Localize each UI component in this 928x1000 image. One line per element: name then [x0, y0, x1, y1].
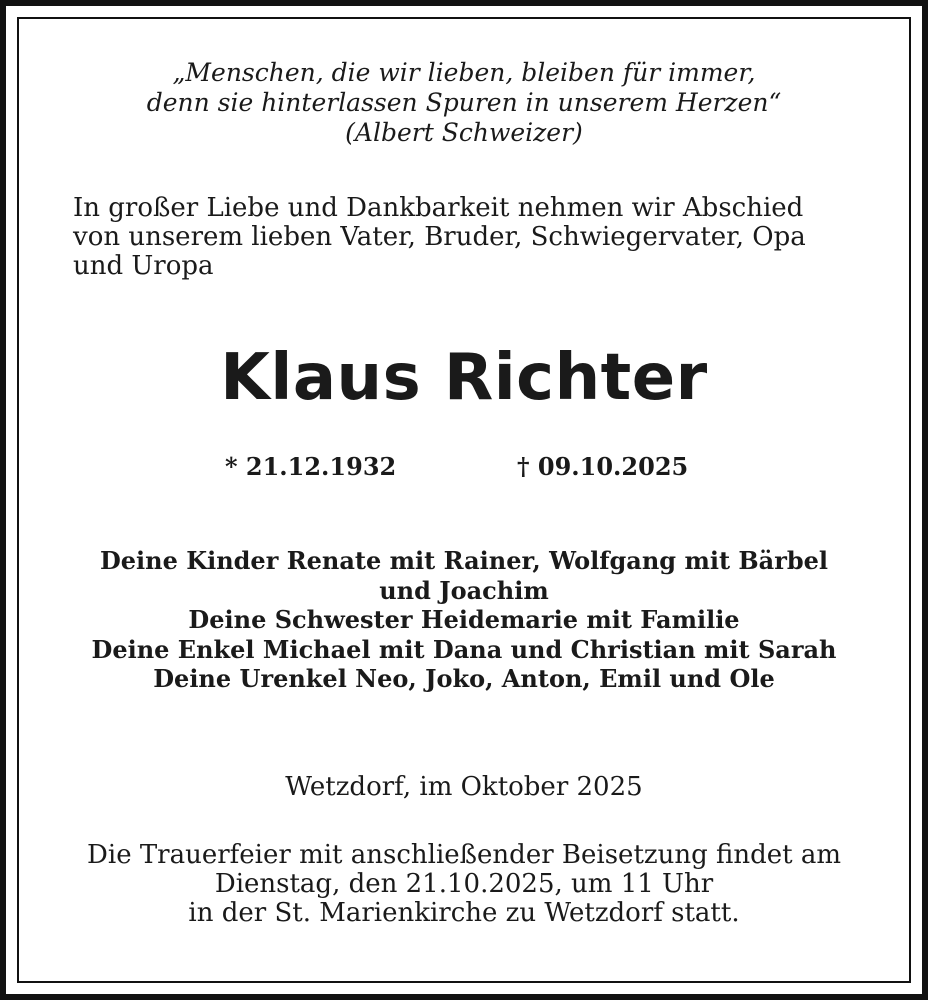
family-line: Deine Enkel Michael mit Dana und Christian mit Sarah [91, 634, 837, 664]
quote-line: „Menschen, die wir lieben, bleiben für immer, [172, 58, 756, 87]
intro-line: und Uropa [73, 251, 214, 281]
funeral-line: Die Trauerfeier mit anschließender Beisetzung findet am [87, 840, 841, 870]
family-line: Deine Urenkel Neo, Joko, Anton, Emil und Ole [153, 664, 775, 693]
quote-author: (Albert Schweizer) [345, 118, 583, 147]
family-line: und Joachim [379, 575, 549, 605]
intro-line: In großer Liebe und Dankbarkeit nehmen wir Abschied [73, 193, 804, 223]
intro-line: von unserem lieben Vater, Bruder, Schwiegervater, Opa [73, 222, 806, 252]
quote-line: denn sie hinterlassen Spuren in unserem Herzen“ [146, 88, 782, 117]
intro-text [73, 194, 873, 281]
family-line: Deine Kinder Renate mit Rainer, Wolfgang mit Bärbel [99, 546, 829, 575]
birth-date: * 21.12.1932 [225, 452, 397, 481]
place-and-date: Wetzdorf, im Oktober 2025 [285, 772, 643, 802]
funeral-line: Dienstag, den 21.10.2025, um 11 Uhr [214, 869, 714, 899]
funeral-line: in der St. Marienkirche zu Wetzdorf statt. [188, 898, 740, 928]
family-line: Deine Schwester Heidemarie mit Familie [188, 605, 740, 634]
family-mourners [0, 546, 928, 694]
quote-block [0, 58, 928, 148]
funeral-notice [0, 841, 928, 928]
inner-border [17, 17, 911, 983]
deceased-name: Klaus Richter [220, 341, 708, 415]
death-date: † 09.10.2025 [517, 452, 689, 481]
